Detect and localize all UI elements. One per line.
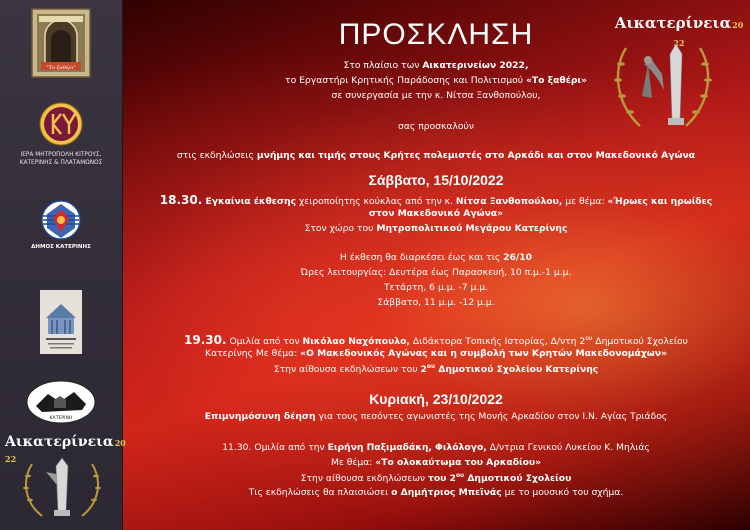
event2-sup: ου bbox=[585, 334, 593, 342]
event3-b: Ειρήνη Παξιμαδάκη, Φιλόλογο, bbox=[327, 442, 487, 453]
municipality-shield-icon bbox=[41, 198, 81, 242]
intro-line5 bbox=[122, 150, 750, 161]
event3-a: Ομιλία από την bbox=[251, 442, 328, 453]
event3-g: του 2 bbox=[427, 473, 456, 485]
event3-f: Στην αίθουσα εκδηλώσεων bbox=[300, 473, 428, 485]
sidebar-monument-icon bbox=[18, 452, 106, 522]
event1-g: Στον χώρο του bbox=[304, 223, 377, 234]
sidebar-brand-year: 20 22 bbox=[5, 438, 126, 464]
event2-d: Δημοτικού Σχολείου bbox=[592, 336, 688, 347]
event1-h: Μητροπολιτικού Μεγάρου Κατερίνης bbox=[376, 223, 568, 234]
event3-line3 bbox=[122, 472, 750, 484]
event3-line1 bbox=[122, 442, 750, 453]
exhibit-hours: Ώρες λειτουργίας: Δευτέρα έως Παρασκευή, 10 π.μ.-1 μ.μ. bbox=[300, 267, 572, 278]
metropolis-caption-line1: ΙΕΡΑ ΜΗΤΡΟΠΟΛΗ ΚΙΤΡΟΥΣ, bbox=[20, 152, 102, 158]
intro-line5-b: μνήμης και τιμής στους Κρήτες πολεμιστές στο Αρκάδι και στον Μακεδονικό Αγώνα bbox=[256, 150, 696, 161]
day1-date: Σάββατο, 15/10/2022 bbox=[368, 172, 504, 188]
intro-line1-b: Αικατερινείων 2022, bbox=[422, 60, 529, 71]
day2-date: Κυριακή, 23/10/2022 bbox=[369, 391, 503, 407]
event2-e: Κατερίνης Με θέμα: bbox=[205, 348, 301, 359]
memorial-b: για τους πεσόντες αγωνιστές της Μονής Αρκαδίου στον Ι.Ν. Αγίας Τριάδος bbox=[315, 411, 668, 422]
intro-line5-a: στις εκδηλώσεις bbox=[176, 150, 257, 161]
event1-b: χειροποίητης κούκλας από την κ. bbox=[296, 196, 456, 207]
header-brand-text: Αικατερίνεια bbox=[614, 14, 732, 32]
school-logo bbox=[26, 380, 96, 426]
event1-c: Νίτσα Ξανθοπούλου, bbox=[455, 196, 563, 207]
event2-g: Στην αίθουσα εκδηλώσεων του bbox=[273, 364, 421, 376]
event1-d: με θέμα: bbox=[562, 196, 608, 207]
event3-j: ο Δημήτριος Μπεϊνάς bbox=[391, 487, 502, 498]
event2-f: «Ο Μακεδονικός Αγώνας και η συμβολή των Κρητών Μακεδονομάχων» bbox=[300, 348, 667, 359]
dimos-katerinis-logo bbox=[31, 198, 91, 254]
event3-d: Με θέμα: bbox=[330, 457, 376, 468]
event3-line2 bbox=[122, 457, 750, 468]
event1-line2: στον Μακεδονικό Αγώνα» bbox=[368, 208, 504, 219]
event2-b: Νικόλαο Ναχόπουλο, bbox=[302, 336, 410, 347]
metropolis-caption-line2: ΚΑΤΕΡΙΝΗΣ & ΠΛΑΤΑΜΩΝΟΣ bbox=[19, 159, 103, 166]
event1-line3 bbox=[122, 223, 750, 234]
event1-e: «Ήρωες και ηρωίδες bbox=[607, 196, 713, 207]
event3-line4 bbox=[122, 487, 750, 498]
lyceum-building-icon bbox=[40, 290, 82, 354]
event2-i: Δημοτικού Σχολείου Κατερίνης bbox=[435, 364, 599, 376]
intro-line4: σας προσκαλούν bbox=[398, 121, 474, 132]
event2-time: 19.30. bbox=[184, 333, 227, 347]
dimos-caption: ΔΗΜΟΣ ΚΑΤΕΡΙΝΗΣ bbox=[31, 244, 91, 250]
exhibit-duration-a: Η έκθεση θα διαρκέσει έως και τις bbox=[339, 252, 504, 263]
event3-c: Δ/ντρια Γενικού Λυκείου Κ. Μηλιάς bbox=[486, 442, 650, 453]
event2-line1 bbox=[122, 333, 750, 347]
sidebar-brand-text: Αικατερίνεια bbox=[5, 434, 114, 450]
memorial-line bbox=[122, 411, 750, 422]
metropolis-caption bbox=[0, 152, 122, 167]
exhibit-hours-sat: Σάββατο, 11 μ.μ. -12 μ.μ. bbox=[377, 297, 495, 308]
event3-time: 11.30. bbox=[222, 442, 252, 453]
event3-i: Τις εκδηλώσεις θα πλαισιώσει bbox=[248, 487, 392, 498]
metropolis-logo bbox=[39, 102, 83, 146]
event2-c: Διδάκτορα Τοπικής Ιστορίας, Δ/ντη 2 bbox=[409, 336, 586, 347]
header-brand-year: 20 22 bbox=[673, 20, 744, 48]
event3-k: με το μουσικό του σχήμα. bbox=[501, 487, 624, 498]
event2-h-sup: ου bbox=[426, 363, 436, 370]
xatheri-caption: "Το ξαθέρι" bbox=[46, 65, 76, 71]
metropolis-monogram-icon bbox=[39, 102, 83, 146]
event2-line3 bbox=[122, 363, 750, 375]
intro-line1-a: Στο πλαίσιο των bbox=[343, 60, 423, 71]
event2-a: Ομιλία από τον bbox=[226, 336, 303, 347]
xatheri-logo bbox=[31, 8, 91, 78]
header-monument-icon bbox=[608, 34, 718, 134]
event3-g-sup: ου bbox=[455, 472, 465, 479]
event1-time: 18.30. bbox=[159, 193, 203, 207]
page-title: ΠΡΟΣΚΛΗΣΗ bbox=[338, 18, 534, 51]
exhibit-hours-wed: Τετάρτη, 6 μ.μ. -7 μ.μ. bbox=[383, 282, 489, 293]
event3-h: Δημοτικού Σχολείου bbox=[464, 473, 572, 485]
school-caption: ΚΑΤΕΡΙΝΗ bbox=[49, 416, 73, 421]
event3-e: «Το ολοκαύτωμα του Αρκαδίου» bbox=[375, 457, 542, 468]
exhibit-duration-b: 26/10 bbox=[503, 252, 533, 263]
intro-line3: σε συνεργασία με την κ. Νίτσα Ξανθοπούλου, bbox=[331, 90, 541, 101]
main-content bbox=[122, 0, 750, 530]
event2-h: 2 bbox=[420, 364, 427, 376]
sponsor-sidebar bbox=[0, 0, 126, 530]
memorial-a: Επιμνημόσυνη δέηση bbox=[204, 411, 316, 422]
event2-line2 bbox=[122, 348, 750, 359]
exhibit-duration bbox=[122, 252, 750, 263]
cultural-lyceum-logo bbox=[40, 290, 82, 354]
intro-line2-b: «Το ξαθέρι» bbox=[525, 75, 587, 86]
intro-line2-a: το Εργαστήρι Κρητικής Παράδοσης και Πολιτισμού bbox=[285, 75, 526, 86]
event1-line1 bbox=[122, 193, 750, 207]
event1-a: Εγκαίνια έκθεσης bbox=[202, 196, 297, 207]
